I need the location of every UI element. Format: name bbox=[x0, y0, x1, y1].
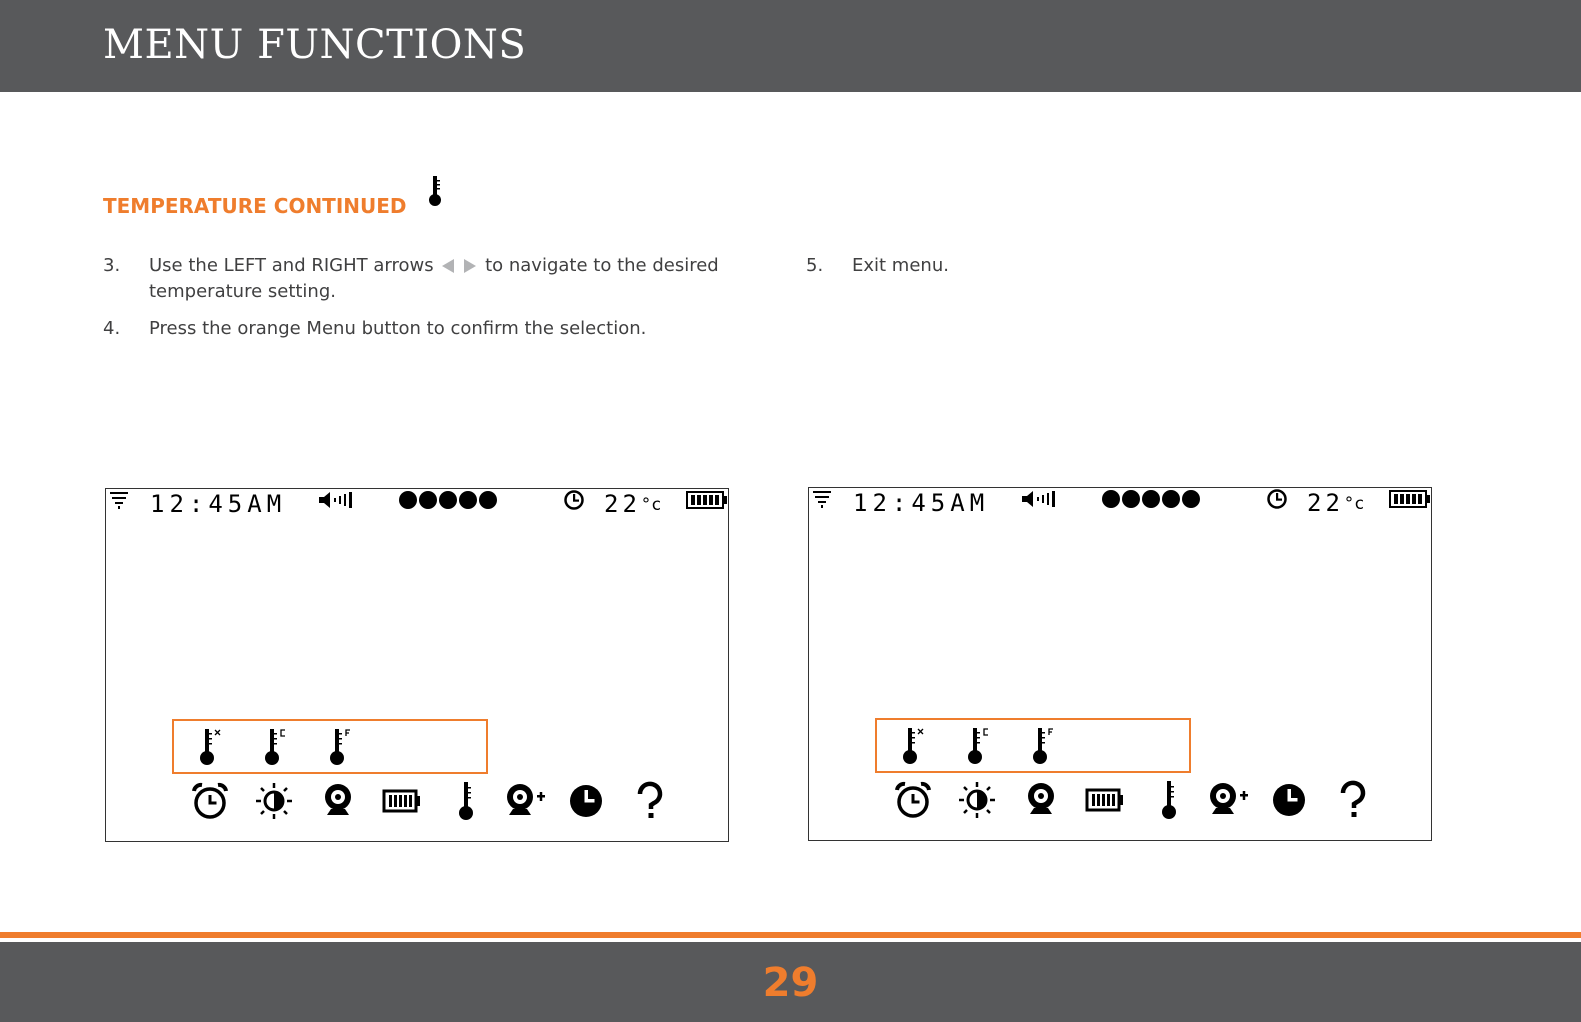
timer-icon bbox=[1266, 488, 1288, 510]
temperature-fahrenheit-icon bbox=[326, 727, 354, 767]
page-title: MENU FUNCTIONS bbox=[103, 22, 527, 68]
sound-level-indicator bbox=[397, 489, 501, 511]
step-number: 3. bbox=[103, 255, 121, 276]
thermometer-menu-icon bbox=[1149, 780, 1189, 820]
timer-icon bbox=[563, 489, 585, 511]
signal-icon bbox=[812, 489, 832, 509]
section-title: TEMPERATURE CONTINUED bbox=[103, 194, 407, 218]
alarm-icon bbox=[893, 780, 933, 820]
battery-icon bbox=[1389, 490, 1431, 508]
brightness-icon bbox=[957, 780, 997, 820]
step-text: Use the LEFT and RIGHT arrows bbox=[149, 255, 434, 276]
sound-level-indicator bbox=[1100, 488, 1204, 510]
volume-icon bbox=[1021, 489, 1059, 509]
camera-icon bbox=[1021, 780, 1061, 820]
temperature-fahrenheit-icon bbox=[1029, 726, 1057, 766]
battery-icon bbox=[686, 491, 728, 509]
step-number: 5. bbox=[806, 255, 824, 276]
left-right-arrows-icon bbox=[442, 259, 476, 273]
clock-display: 12:45AM bbox=[853, 489, 990, 517]
camera-icon bbox=[318, 781, 358, 821]
signal-icon bbox=[109, 490, 129, 510]
page-number: 29 bbox=[762, 960, 819, 1006]
temperature-celsius-icon bbox=[261, 727, 289, 767]
volume-icon bbox=[318, 490, 356, 510]
help-icon bbox=[630, 781, 670, 821]
monitor-screen-2 bbox=[808, 487, 1432, 841]
footer-bar bbox=[0, 942, 1581, 1022]
temperature-celsius-icon bbox=[964, 726, 992, 766]
thermometer-icon bbox=[426, 175, 444, 207]
step-number: 4. bbox=[103, 318, 121, 339]
clock-icon bbox=[566, 781, 606, 821]
step-text: Exit menu. bbox=[852, 255, 949, 276]
temperature-off-icon bbox=[899, 726, 927, 766]
thermometer-menu-icon bbox=[446, 781, 486, 821]
header-bar bbox=[0, 0, 1581, 92]
step-text: to navigate to the desired temperature setting. bbox=[149, 255, 719, 302]
temperature-off-icon bbox=[196, 727, 224, 767]
add-camera-icon bbox=[1206, 780, 1250, 820]
footer-divider bbox=[0, 932, 1581, 938]
monitor-screen-1 bbox=[105, 488, 729, 842]
temperature-display: 22°c bbox=[1307, 489, 1365, 517]
battery-menu-icon bbox=[382, 781, 422, 821]
alarm-icon bbox=[190, 781, 230, 821]
help-icon bbox=[1333, 780, 1373, 820]
brightness-icon bbox=[254, 781, 294, 821]
step-text: Press the orange Menu button to confirm the selection. bbox=[149, 318, 647, 339]
temperature-display: 22°c bbox=[604, 490, 662, 518]
battery-menu-icon bbox=[1085, 780, 1125, 820]
add-camera-icon bbox=[503, 781, 547, 821]
clock-icon bbox=[1269, 780, 1309, 820]
clock-display: 12:45AM bbox=[150, 490, 287, 518]
